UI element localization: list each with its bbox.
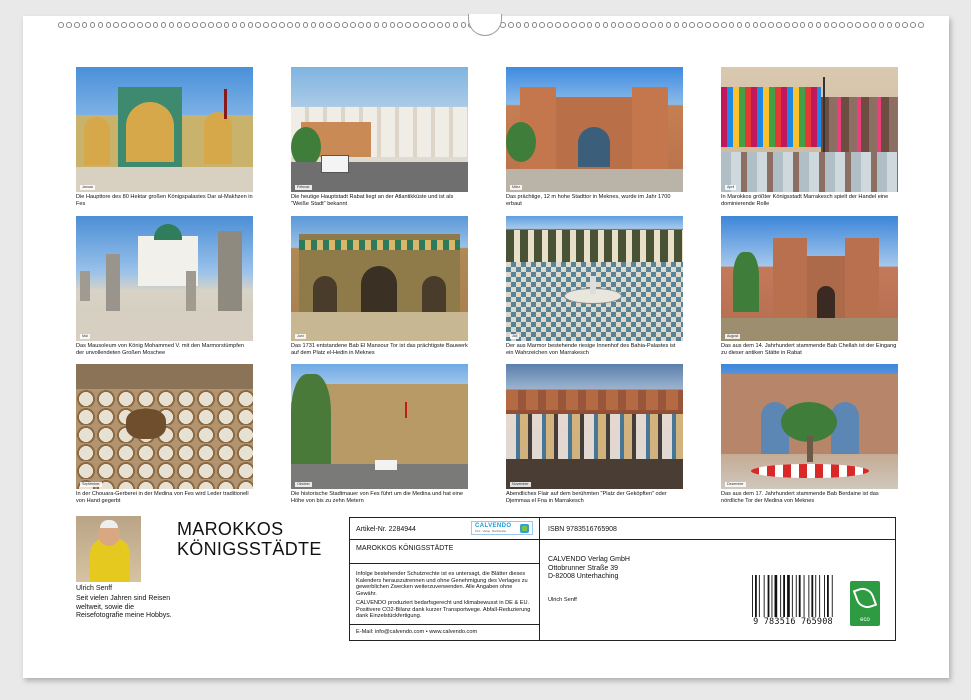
- binding-ring: [248, 22, 254, 28]
- binding-ring: [745, 22, 751, 28]
- calvendo-logo-icon: [520, 524, 529, 533]
- binding-ring: [177, 22, 183, 28]
- legal-notice: Infolge bestehender Schutzrechte ist es untersagt, die Blätter dieses Kalenders herauszutrennen und ohne Genehmigung des Verlages zu gewerblichen Zwecken weiterzuverwenden. Alle Angaben ohne Gewähr.: [356, 571, 528, 597]
- binding-ring: [82, 22, 88, 28]
- binding-ring: [887, 22, 893, 28]
- photo-tile-march: [506, 67, 683, 207]
- binding-ring: [216, 22, 222, 28]
- binding-ring: [753, 22, 759, 28]
- binding-ring: [879, 22, 885, 28]
- binding-ring: [816, 22, 822, 28]
- publisher-address: [548, 556, 630, 582]
- binding-ring: [358, 22, 364, 28]
- binding-ring: [611, 22, 617, 28]
- photo-caption: Das 1731 entstandene Bab El Mansour Tor ist das prächtigste Bauwerk auf dem Platz el-Hedin in Meknes: [291, 343, 468, 356]
- eco-badge: [850, 581, 880, 626]
- binding-ring: [571, 22, 577, 28]
- binding-ring: [232, 22, 238, 28]
- binding-ring: [516, 22, 522, 28]
- binding-ring: [595, 22, 601, 28]
- author-small: Ulrich Senff: [548, 597, 577, 603]
- contact-email: E-Mail: info@calvendo.com • www.calvendo.com: [356, 629, 478, 635]
- photo-caption: Das prächtige, 12 m hohe Stadttor in Meknes, wurde im Jahr 1700 erbaut: [506, 194, 671, 207]
- calvendo-wordmark: CALVENDO: [475, 523, 512, 529]
- photo-caption: In der Chouara-Gerberei in der Medina von Fes wird Leder traditionell von Hand gegerbt: [76, 491, 249, 504]
- article-number: Artikel-Nr. 2284944: [356, 526, 416, 533]
- eco-notice: CALVENDO produziert bedarfsgerecht und klimabewusst in DE & EU. Positivere CO2-Bilanz dank kurzer Transportwege. Abfall-Reduzierung dank Einzelstückfertigung.: [356, 600, 531, 620]
- photo-tile-january: [76, 67, 253, 207]
- title-line-1: MAROKKOS: [177, 519, 284, 539]
- binding-ring: [705, 22, 711, 28]
- binding-ring: [642, 22, 648, 28]
- photo-tile-november: [506, 364, 683, 504]
- binding-ring: [208, 22, 214, 28]
- barcode-bar: [811, 575, 813, 617]
- binding-ring: [902, 22, 908, 28]
- binding-ring: [326, 22, 332, 28]
- photo-caption: Das aus dem 17. Jahrhundert stammende Bab Berdaine ist das nördliche Tor der Medina von Meknes: [721, 491, 879, 504]
- binding-ring: [74, 22, 80, 28]
- binding-ring: [137, 22, 143, 28]
- binding-ring: [634, 22, 640, 28]
- binding-ring: [658, 22, 664, 28]
- binding-ring: [437, 22, 443, 28]
- month-label: November: [512, 482, 529, 486]
- binding-ring: [66, 22, 72, 28]
- barcode-bar: [819, 575, 820, 617]
- isbn: ISBN 9783516765908: [548, 526, 617, 533]
- barcode-bar: [755, 575, 757, 617]
- photo-bahia-palace: [506, 216, 683, 341]
- binding-ring: [145, 22, 151, 28]
- binding-ring: [895, 22, 901, 28]
- binding-ring: [106, 22, 112, 28]
- month-label: Januar: [82, 185, 93, 189]
- author-photo: [76, 516, 141, 582]
- binding-ring: [413, 22, 419, 28]
- binding-ring: [910, 22, 916, 28]
- photo-bab-chellah: [721, 216, 898, 341]
- binding-ring: [650, 22, 656, 28]
- month-label: Dezember: [727, 482, 744, 486]
- binding-ring: [129, 22, 135, 28]
- binding-ring: [295, 22, 301, 28]
- calvendo-logo: [471, 521, 533, 535]
- photo-caption: Abendliches Flair auf dem berühmten "Platz der Geköpften" oder Djemmaa el Fna in Marrakesch: [506, 491, 667, 504]
- binding-ring: [603, 22, 609, 28]
- photo-fes-city-wall: [291, 364, 468, 489]
- binding-ring: [255, 22, 261, 28]
- binding-ring: [855, 22, 861, 28]
- photo-rabat-city: [291, 67, 468, 192]
- binding-ring: [390, 22, 396, 28]
- barcode-bar: [775, 575, 778, 617]
- binding-ring: [161, 22, 167, 28]
- binding-ring: [792, 22, 798, 28]
- photo-caption: Der aus Marmor bestehende riesige Innenhof des Bahia-Palastes ist ein Wahrzeichen von Marrakesch: [506, 343, 676, 356]
- binding-ring: [224, 22, 230, 28]
- binding-ring: [721, 22, 727, 28]
- month-label: März: [512, 185, 520, 189]
- binding-ring: [287, 22, 293, 28]
- binding-ring: [374, 22, 380, 28]
- binding-ring: [350, 22, 356, 28]
- binding-ring: [240, 22, 246, 28]
- barcode-bar: [752, 575, 753, 617]
- binding-ring: [421, 22, 427, 28]
- month-label: Mai: [82, 334, 88, 338]
- binding-ring: [713, 22, 719, 28]
- binding-ring: [587, 22, 593, 28]
- binding-ring: [524, 22, 530, 28]
- binding-ring: [405, 22, 411, 28]
- photo-bab-berdaine: [721, 364, 898, 489]
- barcode-bar: [804, 575, 805, 617]
- photo-caption: Das Mausoleum von König Mohammed V. mit den Marmorstümpfen der unvollendeten Großen Moschee: [76, 343, 244, 356]
- binding-ring: [539, 22, 545, 28]
- barcode-bar: [808, 575, 809, 617]
- binding-ring: [831, 22, 837, 28]
- binding-ring: [871, 22, 877, 28]
- photo-chouara-tannery: [76, 364, 253, 489]
- barcode-bar: [787, 575, 790, 617]
- month-label: Juli: [512, 334, 518, 338]
- barcode-bar: [832, 575, 833, 617]
- barcode: [750, 575, 836, 617]
- binding-ring: [311, 22, 317, 28]
- binding-ring: [461, 22, 467, 28]
- barcode-bar: [764, 575, 765, 617]
- binding-ring: [729, 22, 735, 28]
- binding-ring: [429, 22, 435, 28]
- photo-caption: Die historische Stadtmauer von Fes führt um die Medina und hat eine Höhe von bis zu zehn Metern: [291, 491, 463, 504]
- binding-ring: [184, 22, 190, 28]
- photo-fes-palace-gates: [76, 67, 253, 192]
- binding-ring: [697, 22, 703, 28]
- calendar-title: [177, 519, 322, 559]
- binding-ring: [397, 22, 403, 28]
- title-line-2: KÖNIGSSTÄDTE: [177, 539, 322, 559]
- photo-mausoleum-mohammed-v: [76, 216, 253, 341]
- month-label: Juni: [297, 334, 304, 338]
- photo-bab-el-mansour: [291, 216, 468, 341]
- author-bio: Seit vielen Jahren sind Reisen weltweit, sowie die Reisefotografie meine Hobbys.: [76, 595, 172, 619]
- photo-meknes-gate: [506, 67, 683, 192]
- binding-ring: [271, 22, 277, 28]
- binding-ring: [121, 22, 127, 28]
- photo-caption: In Marokkos größter Königsstadt Marrakesch spielt der Handel eine dominierende Rolle: [721, 194, 889, 207]
- barcode-bar: [768, 575, 770, 617]
- photo-caption: Die Haupttore des 80 Hektar großen Königspalastes Dar al-Makhzen in Fes: [76, 194, 253, 207]
- binding-ring: [918, 22, 924, 28]
- binding-ring: [847, 22, 853, 28]
- binding-ring: [737, 22, 743, 28]
- photo-tile-june: [291, 216, 468, 356]
- binding-ring: [824, 22, 830, 28]
- publisher-name: CALVENDO Verlag GmbH: [548, 556, 630, 563]
- barcode-bar: [799, 575, 801, 617]
- photo-tile-august: [721, 216, 898, 356]
- barcode-bar: [824, 575, 825, 617]
- binding-ring: [279, 22, 285, 28]
- photo-tile-april: [721, 67, 898, 207]
- barcode-bar: [792, 575, 793, 617]
- product-title: MAROKKOS KÖNIGSSTÄDTE: [356, 545, 454, 552]
- binding-ring: [366, 22, 372, 28]
- binding-ring: [263, 22, 269, 28]
- leaf-icon: [853, 585, 877, 612]
- binding-ring: [532, 22, 538, 28]
- photo-tile-may: [76, 216, 253, 356]
- author-name: Ulrich Senff: [76, 585, 113, 592]
- photo-djemaa-el-fna: [506, 364, 683, 489]
- binding-ring: [319, 22, 325, 28]
- calvendo-tagline: Print · Verlag · Buchhandel: [475, 530, 506, 533]
- binding-ring: [839, 22, 845, 28]
- binding-ring: [563, 22, 569, 28]
- month-label: Oktober: [297, 482, 310, 486]
- binding-ring: [200, 22, 206, 28]
- barcode-bar: [772, 575, 773, 617]
- binding-ring: [342, 22, 348, 28]
- publisher-info-box: [540, 517, 896, 641]
- binding-ring: [618, 22, 624, 28]
- binding-ring: [800, 22, 806, 28]
- binding-ring: [768, 22, 774, 28]
- binding-ring: [689, 22, 695, 28]
- binding-ring: [508, 22, 514, 28]
- photo-tile-february: [291, 67, 468, 207]
- photo-marrakesh-market: [721, 67, 898, 192]
- barcode-digits: 9 783516 765908: [753, 617, 833, 627]
- binding-ring: [674, 22, 680, 28]
- binding-ring: [863, 22, 869, 28]
- photo-tile-july: [506, 216, 683, 356]
- binding-ring: [58, 22, 64, 28]
- binding-ring: [153, 22, 159, 28]
- month-label: September: [82, 482, 100, 486]
- barcode-bar: [759, 575, 760, 617]
- photo-tile-december: [721, 364, 898, 504]
- binding-ring: [98, 22, 104, 28]
- binding-ring: [90, 22, 96, 28]
- binding-ring: [169, 22, 175, 28]
- binding-ring: [547, 22, 553, 28]
- binding-ring: [303, 22, 309, 28]
- photo-caption: Das aus dem 14. Jahrhundert stammende Bab Chellah ist der Eingang zu dieser antiken Stätte in Rabat: [721, 343, 897, 356]
- barcode-bar: [827, 575, 829, 617]
- photo-tile-october: [291, 364, 468, 504]
- binding-ring: [808, 22, 814, 28]
- binding-ring: [334, 22, 340, 28]
- binding-ring: [453, 22, 459, 28]
- photo-caption: Die heutige Hauptstadt Rabat liegt an der Atlantikküste und ist als "Weiße Stadt" bekannt: [291, 194, 454, 207]
- barcode-bar: [783, 575, 785, 617]
- binding-ring: [682, 22, 688, 28]
- binding-ring: [626, 22, 632, 28]
- binding-ring: [555, 22, 561, 28]
- binding-ring: [445, 22, 451, 28]
- publisher-city: D-82008 Unterhaching: [548, 573, 619, 580]
- binding-ring: [579, 22, 585, 28]
- barcode-bar: [815, 575, 816, 617]
- month-label: Februar: [297, 185, 310, 189]
- binding-ring: [382, 22, 388, 28]
- month-label: August: [727, 334, 739, 338]
- eco-badge-text: eco: [860, 617, 870, 623]
- publisher-street: Ottobrunner Straße 39: [548, 564, 619, 572]
- barcode-bar: [780, 575, 781, 617]
- binding-ring: [760, 22, 766, 28]
- binding-ring: [666, 22, 672, 28]
- barcode-bar: [796, 575, 797, 617]
- binding-ring: [784, 22, 790, 28]
- product-info-box: [349, 517, 540, 641]
- binding-ring: [776, 22, 782, 28]
- photo-tile-september: [76, 364, 253, 504]
- binding-ring: [113, 22, 119, 28]
- binding-ring: [192, 22, 198, 28]
- month-label: April: [727, 185, 735, 189]
